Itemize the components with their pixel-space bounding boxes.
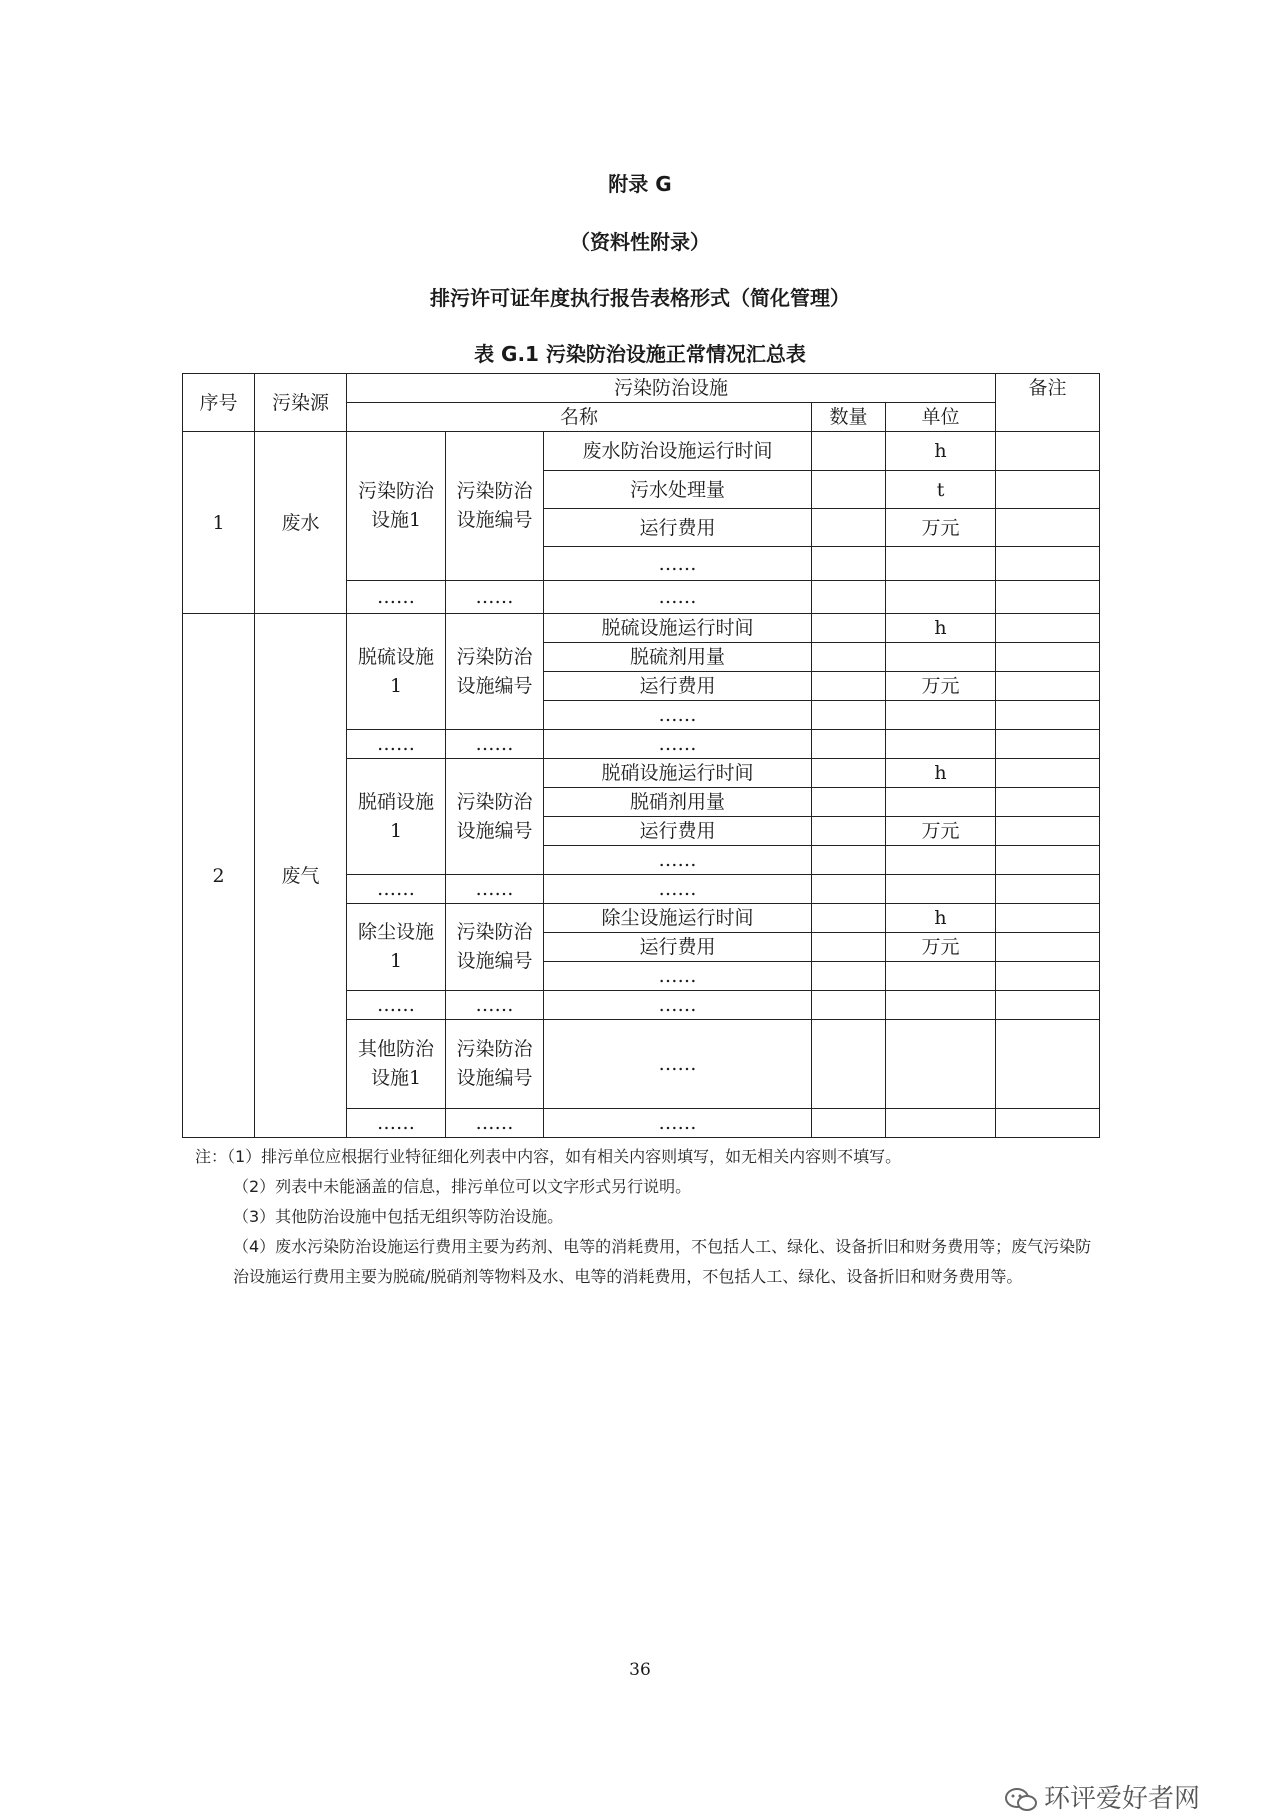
unit-cell xyxy=(886,547,996,581)
facility-cell: 除尘设施 1 xyxy=(347,904,446,991)
seq-cell: 1 xyxy=(183,432,255,614)
item-name-cell: …… xyxy=(544,547,812,581)
unit-cell: 万元 xyxy=(886,817,996,846)
header-source: 污染源 xyxy=(255,374,347,432)
qty-cell xyxy=(812,471,886,509)
item-name-cell: …… xyxy=(544,701,812,730)
item-name-cell: …… xyxy=(544,962,812,991)
remark-cell xyxy=(996,701,1100,730)
item-name-cell: 脱硝设施运行时间 xyxy=(544,759,812,788)
qty-cell xyxy=(812,1020,886,1109)
item-name-cell: 脱硫剂用量 xyxy=(544,643,812,672)
remark-cell xyxy=(996,581,1100,614)
qty-cell xyxy=(812,643,886,672)
remark-cell xyxy=(996,904,1100,933)
remark-cell xyxy=(996,846,1100,875)
qty-cell xyxy=(812,933,886,962)
item-name-cell: 运行费用 xyxy=(544,672,812,701)
qty-cell xyxy=(812,432,886,471)
qty-cell xyxy=(812,730,886,759)
item-name-cell: …… xyxy=(544,1109,812,1138)
header-qty: 数量 xyxy=(812,403,886,432)
facility-cell: 其他防治设施1 xyxy=(347,1020,446,1109)
unit-cell xyxy=(886,701,996,730)
seq-cell: 2 xyxy=(183,614,255,1138)
unit-cell xyxy=(886,962,996,991)
qty-cell xyxy=(812,1109,886,1138)
source-cell: 废气 xyxy=(255,614,347,1138)
facility-cell: 污染防治设施1 xyxy=(347,432,446,581)
facility-no-cell: …… xyxy=(446,1109,544,1138)
item-name-cell: 脱硝剂用量 xyxy=(544,788,812,817)
remark-cell xyxy=(996,509,1100,547)
remark-cell xyxy=(996,471,1100,509)
remark-cell xyxy=(996,875,1100,904)
facility-no-cell: …… xyxy=(446,730,544,759)
facility-no-cell: 污染防治设施编号 xyxy=(446,432,544,581)
unit-cell: t xyxy=(886,471,996,509)
facility-no-cell: …… xyxy=(446,875,544,904)
item-name-cell: …… xyxy=(544,991,812,1020)
document-title: 排污许可证年度执行报告表格形式（简化管理） xyxy=(430,286,850,310)
qty-cell xyxy=(812,991,886,1020)
facility-no-cell: 污染防治设施编号 xyxy=(446,1020,544,1109)
unit-cell xyxy=(886,1020,996,1109)
item-name-cell: 除尘设施运行时间 xyxy=(544,904,812,933)
unit-cell: h xyxy=(886,432,996,471)
facility-cell: …… xyxy=(347,581,446,614)
unit-cell xyxy=(886,730,996,759)
qty-cell xyxy=(812,904,886,933)
appendix-label: 附录 G xyxy=(608,172,672,196)
header-seq: 序号 xyxy=(183,374,255,432)
facility-cell: 脱硝设施 1 xyxy=(347,759,446,875)
unit-cell: h xyxy=(886,759,996,788)
qty-cell xyxy=(812,701,886,730)
remark-cell xyxy=(996,788,1100,817)
header-remark: 备注 xyxy=(996,374,1100,432)
facility-no-cell: 污染防治设施编号 xyxy=(446,614,544,730)
remark-cell xyxy=(996,672,1100,701)
unit-cell: h xyxy=(886,614,996,643)
qty-cell xyxy=(812,875,886,904)
item-name-cell: 废水防治设施运行时间 xyxy=(544,432,812,471)
facility-cell: …… xyxy=(347,991,446,1020)
facility-cell: …… xyxy=(347,875,446,904)
facility-cell: …… xyxy=(347,730,446,759)
remark-cell xyxy=(996,1109,1100,1138)
facility-cell: 脱硫设施 1 xyxy=(347,614,446,730)
note-4: （4）废水污染防治设施运行费用主要为药剂、电等的消耗费用，不包括人工、绿化、设备折旧和财务费用等；废气污染防治设施运行费用主要为脱硫/脱硝剂等物料及水、电等的消耗费用，不包括人工、绿化、设备折旧和财务费用等。 xyxy=(233,1237,1092,1286)
note-1: 注：（1）排污单位应根据行业特征细化列表中内容，如有相关内容则填写，如无相关内容则不填写。 xyxy=(195,1147,902,1166)
unit-cell xyxy=(886,846,996,875)
qty-cell xyxy=(812,509,886,547)
table-row xyxy=(183,374,1100,403)
note-3: （3）其他防治设施中包括无组织等防治设施。 xyxy=(233,1207,564,1226)
qty-cell xyxy=(812,817,886,846)
remark-cell xyxy=(996,933,1100,962)
unit-cell xyxy=(886,991,996,1020)
item-name-cell: 运行费用 xyxy=(544,817,812,846)
table-title: 表 G.1 污染防治设施正常情况汇总表 xyxy=(474,342,806,366)
header-unit: 单位 xyxy=(886,403,996,432)
note-2: （2）列表中未能涵盖的信息，排污单位可以文字形式另行说明。 xyxy=(233,1177,692,1196)
qty-cell xyxy=(812,581,886,614)
watermark-text: 环评爱好者网 xyxy=(1044,1784,1201,1814)
facility-summary-table xyxy=(182,373,1100,1138)
header-facility: 污染防治设施 xyxy=(347,374,996,403)
facility-no-cell: 污染防治设施编号 xyxy=(446,759,544,875)
remark-cell xyxy=(996,759,1100,788)
unit-cell xyxy=(886,581,996,614)
item-name-cell: …… xyxy=(544,730,812,759)
unit-cell: h xyxy=(886,904,996,933)
item-name-cell: 运行费用 xyxy=(544,933,812,962)
qty-cell xyxy=(812,672,886,701)
remark-cell xyxy=(996,991,1100,1020)
unit-cell: 万元 xyxy=(886,933,996,962)
appendix-type: （资料性附录） xyxy=(570,230,710,254)
qty-cell xyxy=(812,759,886,788)
item-name-cell: …… xyxy=(544,846,812,875)
remark-cell xyxy=(996,1020,1100,1109)
remark-cell xyxy=(996,817,1100,846)
table-row xyxy=(183,432,1100,471)
item-name-cell: …… xyxy=(544,1020,812,1109)
unit-cell xyxy=(886,1109,996,1138)
watermark xyxy=(1004,1778,1200,1815)
remark-cell xyxy=(996,432,1100,471)
remark-cell xyxy=(996,962,1100,991)
unit-cell: 万元 xyxy=(886,672,996,701)
page-number: 36 xyxy=(629,1660,651,1680)
table-row xyxy=(183,614,1100,643)
unit-cell xyxy=(886,788,996,817)
facility-cell: …… xyxy=(347,1109,446,1138)
unit-cell xyxy=(886,643,996,672)
item-name-cell: 污水处理量 xyxy=(544,471,812,509)
item-name-cell: 运行费用 xyxy=(544,509,812,547)
unit-cell: 万元 xyxy=(886,509,996,547)
item-name-cell: 脱硫设施运行时间 xyxy=(544,614,812,643)
remark-cell xyxy=(996,614,1100,643)
item-name-cell: …… xyxy=(544,581,812,614)
facility-no-cell: …… xyxy=(446,991,544,1020)
unit-cell xyxy=(886,875,996,904)
qty-cell xyxy=(812,962,886,991)
item-name-cell: …… xyxy=(544,875,812,904)
qty-cell xyxy=(812,788,886,817)
remark-cell xyxy=(996,643,1100,672)
facility-no-cell: 污染防治设施编号 xyxy=(446,904,544,991)
qty-cell xyxy=(812,846,886,875)
remark-cell xyxy=(996,547,1100,581)
source-cell: 废水 xyxy=(255,432,347,614)
header-name: 名称 xyxy=(347,403,812,432)
notes-section xyxy=(195,1142,1095,1292)
facility-no-cell: …… xyxy=(446,581,544,614)
qty-cell xyxy=(812,614,886,643)
remark-cell xyxy=(996,730,1100,759)
qty-cell xyxy=(812,547,886,581)
